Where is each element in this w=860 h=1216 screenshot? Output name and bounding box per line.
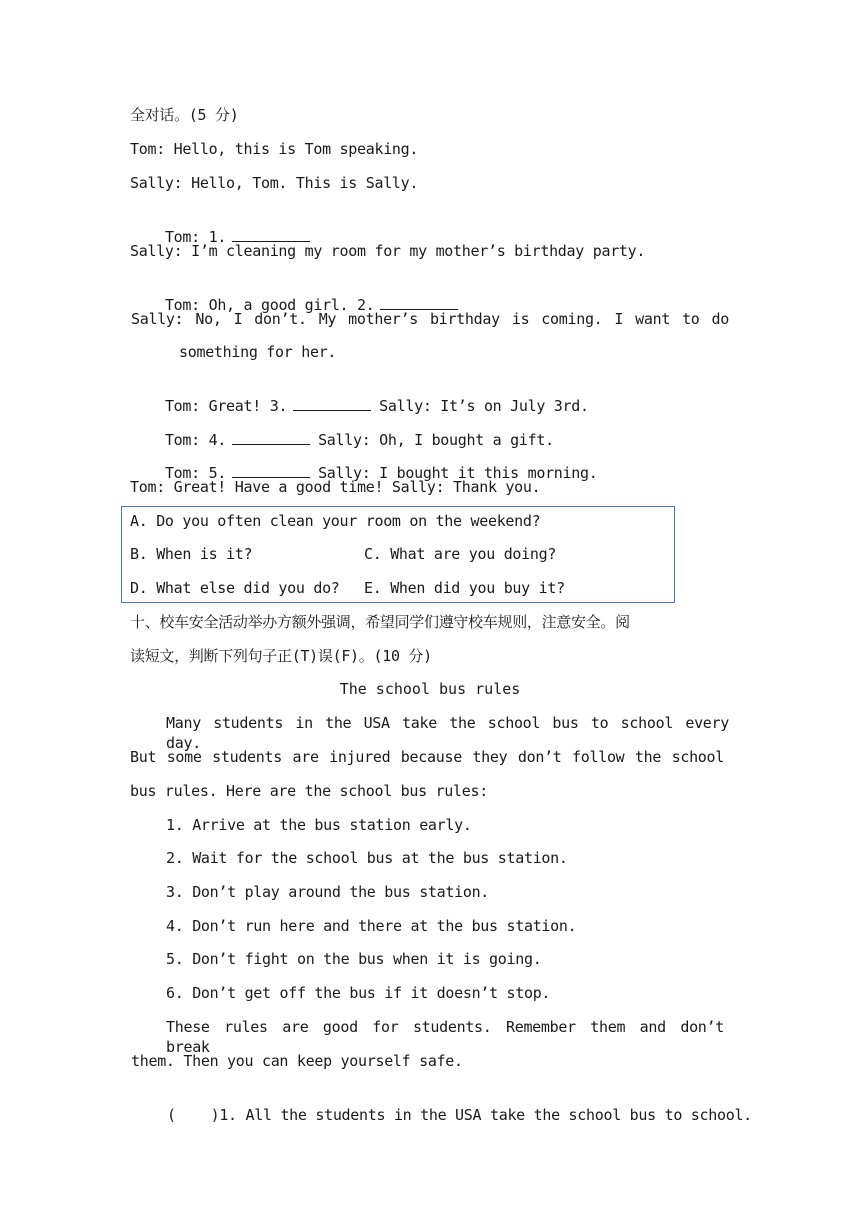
answer-blank-2[interactable] bbox=[380, 295, 458, 310]
answer-blank-1[interactable] bbox=[232, 227, 310, 242]
rule-item: 2. Wait for the school bus at the bus station. bbox=[166, 849, 568, 867]
dialogue-line-10: Tom: Great! Have a good time! Sally: Thank you. bbox=[130, 478, 541, 496]
question-1-text: 1. All the students in the USA take the school bus to school. bbox=[219, 1106, 752, 1124]
dialogue-line-8-text: Tom: 4. bbox=[164, 431, 227, 449]
option-a: A. Do you often clean your room on the weekend? bbox=[130, 512, 541, 530]
dialogue-line-7-text: Tom: Great! 3. bbox=[164, 397, 288, 415]
rule-item: 5. Don’t fight on the bus when it is going. bbox=[166, 950, 542, 968]
option-b: B. When is it? bbox=[130, 545, 253, 563]
dialogue-line-9-reply: Sally: I bought it this morning. bbox=[318, 464, 598, 482]
passage-para2-line2: them. Then you can keep yourself safe. bbox=[131, 1052, 463, 1070]
passage-para1-line3: bus rules. Here are the school bus rules: bbox=[130, 782, 488, 800]
rule-item: 3. Don’t play around the bus station. bbox=[166, 883, 490, 901]
answer-blank-3[interactable] bbox=[293, 396, 371, 411]
dialogue-instruction: 全对话。(5 分) bbox=[130, 106, 239, 124]
rule-item: 1. Arrive at the bus station early. bbox=[166, 816, 472, 834]
answer-blank-5[interactable] bbox=[232, 463, 310, 478]
dialogue-line-4: Sally: I’m cleaning my room for my mother’s birthday party. bbox=[130, 242, 646, 260]
passage-title: The school bus rules bbox=[339, 680, 521, 698]
dialogue-line-3-text: Tom: 1. bbox=[164, 228, 227, 246]
passage-para1-line2: But some students are injured because they don’t follow the school bbox=[130, 748, 724, 766]
dialogue-line-6: Sally: No, I don’t. My mother’s birthday is coming. I want to do bbox=[131, 310, 729, 328]
dialogue-line-5-text: Tom: Oh, a good girl. 2. bbox=[164, 296, 375, 314]
question-1 bbox=[132, 1085, 752, 1145]
dialogue-line-7-reply: Sally: It’s on July 3rd. bbox=[379, 397, 589, 415]
passage-para2-line1: These rules are good for students. Remember them and don’t break bbox=[166, 1018, 724, 1056]
dialogue-line-2: Sally: Hello, Tom. This is Sally. bbox=[130, 174, 419, 192]
rule-item: 6. Don’t get off the bus if it doesn’t stop. bbox=[166, 984, 551, 1002]
section-heading-line-2: 读短文，判断下列句子正(T)误(F)。(10 分) bbox=[130, 647, 432, 665]
dialogue-line-8-reply: Sally: Oh, I bought a gift. bbox=[318, 431, 554, 449]
dialogue-line-1: Tom: Hello, this is Tom speaking. bbox=[130, 140, 419, 158]
option-d: D. What else did you do? bbox=[130, 579, 340, 597]
dialogue-line-6-continued: something for her. bbox=[179, 343, 337, 361]
option-e: E. When did you buy it? bbox=[364, 579, 565, 597]
passage-para1-line1: Many students in the USA take the school bus to school every day. bbox=[166, 714, 729, 752]
rule-item: 4. Don’t run here and there at the bus station. bbox=[166, 917, 577, 935]
dialogue-line-9-text: Tom: 5. bbox=[164, 464, 227, 482]
answer-bracket-1[interactable]: ( ) bbox=[166, 1106, 220, 1124]
option-c: C. What are you doing? bbox=[364, 545, 557, 563]
section-heading-line-1: 十、校车安全活动举办方额外强调，希望同学们遵守校车规则，注意安全。阅 bbox=[130, 613, 630, 631]
